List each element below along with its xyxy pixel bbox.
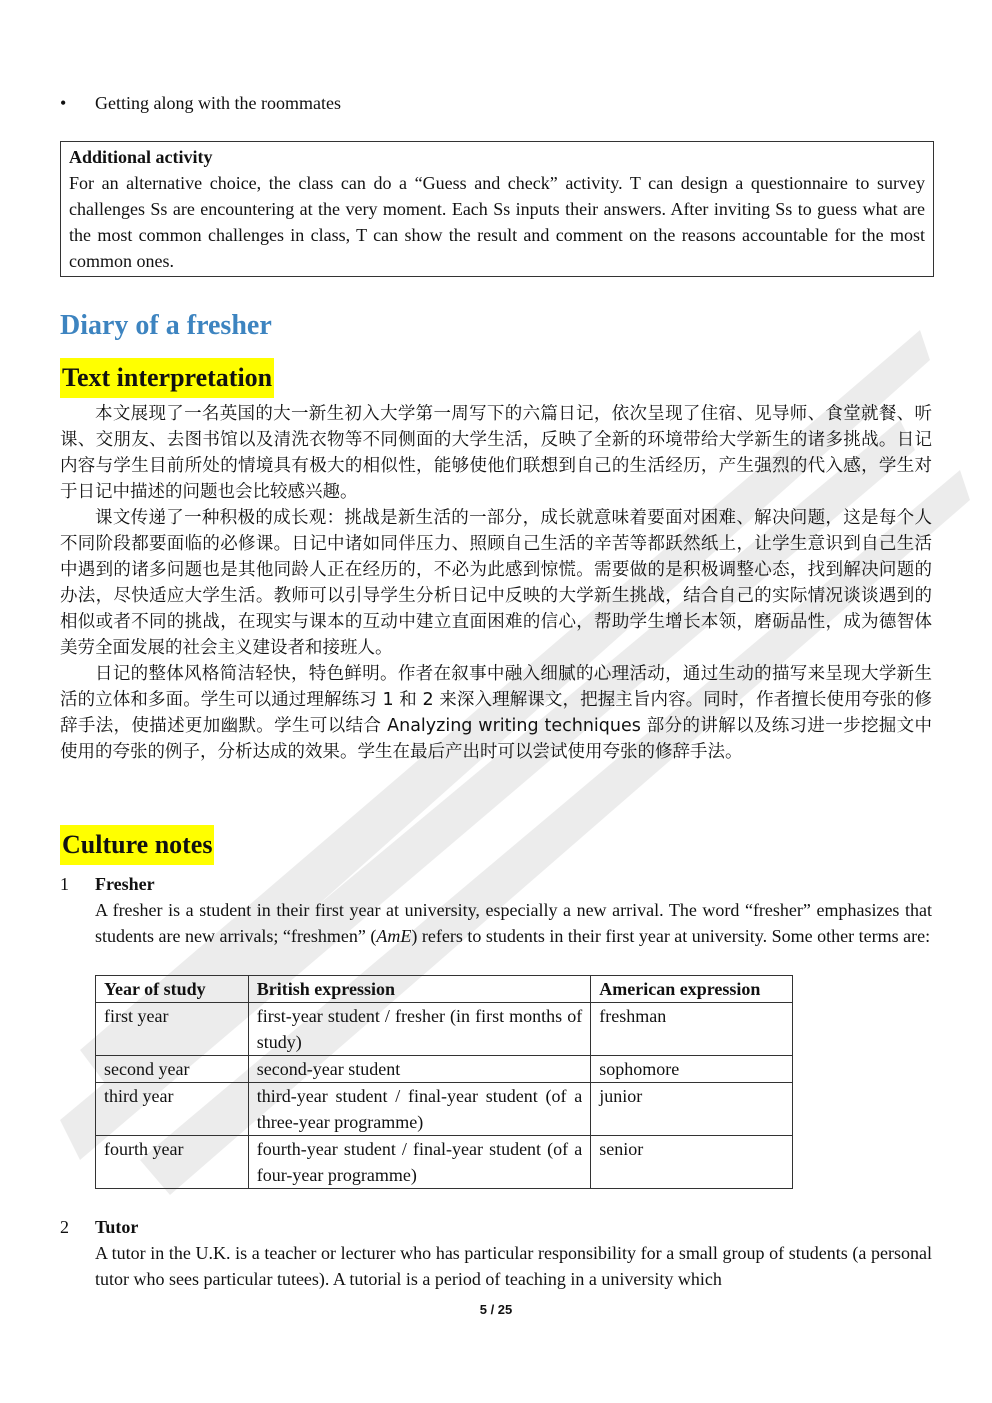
note-text	[95, 897, 932, 949]
table-cell: freshman	[591, 1003, 793, 1056]
table-cell: fourth-year student / final-year student (of a four-year programme)	[248, 1136, 590, 1189]
additional-activity-body: For an alternative choice, the class can do a “Guess and check” activity. T can design a questionnaire to survey challenges Ss are encountering at the very moment. Each Ss inputs their answers. After inviting Ss to guess what are the most common challenges in class, T can show the result and comment on the reasons accountable for the most common ones.	[69, 173, 925, 271]
table-cell: second year	[96, 1056, 249, 1083]
bullet-text: Getting along with the roommates	[95, 93, 341, 113]
table-cell: first-year student / fresher (in first months of study)	[248, 1003, 590, 1056]
page-number: 5 / 25	[479, 1302, 513, 1317]
table-header-row	[96, 976, 793, 1003]
table-header-cell: Year of study	[96, 976, 249, 1003]
note-text-part: ) refers to students in their first year at university. Some other terms are:	[411, 926, 931, 946]
note-text-part: A fresher is a student in their first year at university, especially a new arrival. The word “fresher” emphasizes that students are new arrivals; “freshmen” (	[95, 900, 932, 946]
interpretation-paragraph: 日记的整体风格简洁轻快，特色鲜明。作者在叙事中融入细腻的心理活动，通过生动的描写来呈现大学新生活的立体和多面。学生可以通过理解练习 1 和 2 来深入理解课文，把握主旨内容。同时，作者擅长使用夸张的修辞手法，使描述更加幽默。学生可以结合 Analyzing writing techniques 部分的讲解以及练习进一步挖掘文中使用的夸张的例子，分析达成的效果。学生在最后产出时可以尝试使用夸张的修辞手法。	[60, 664, 932, 762]
bullet-symbol: •	[60, 93, 67, 113]
note-tutor	[60, 1214, 932, 1294]
text-interpretation-heading: Text interpretation	[60, 358, 274, 398]
text-interpretation-body	[60, 401, 932, 765]
table-header-cell: British expression	[248, 976, 590, 1003]
additional-activity-title: Additional activity	[69, 147, 213, 167]
note-text-ame: AmE	[376, 926, 412, 946]
bullet-item	[60, 90, 341, 116]
interpretation-paragraph: 课文传递了一种积极的成长观：挑战是新生活的一部分，成长就意味着要面对困难、解决问题，这是每个人不同阶段都要面临的必修课。日记中诸如同伴压力、照顾自己生活的辛苦等都跃然纸上，让学生意识到自己生活中遇到的诸多问题也是其他同龄人正在经历的，不必为此感到惊慌。需要做的是积极调整心态，找到解决问题的办法，尽快适应大学生活。教师可以引导学生分析日记中反映的大学新生挑战，结合自己的实际情况谈谈遇到的相似或者不同的挑战，在现实与课本的互动中建立直面困难的信心，帮助学生增长本领，磨砺品性，成为德智体美劳全面发展的社会主义建设者和接班人。	[60, 508, 932, 658]
table-cell: third-year student / final-year student (of a three-year programme)	[248, 1083, 590, 1136]
note-text: A tutor in the U.K. is a teacher or lecturer who has particular responsibility for a small group of students (a personal tutor who sees particular tutees). A tutorial is a period of teaching in a university which	[95, 1243, 932, 1289]
culture-notes-heading: Culture notes	[60, 825, 214, 865]
table-row	[96, 1003, 793, 1056]
table-cell: second-year student	[248, 1056, 590, 1083]
table-row	[96, 1083, 793, 1136]
table-cell: sophomore	[591, 1056, 793, 1083]
table-row	[96, 1056, 793, 1083]
table-row	[96, 1136, 793, 1189]
table-header-cell: American expression	[591, 976, 793, 1003]
table-cell: first year	[96, 1003, 249, 1056]
note-term: Fresher	[95, 874, 155, 894]
note-number: 1	[60, 874, 69, 894]
interpretation-paragraph: 本文展现了一名英国的大一新生初入大学第一周写下的六篇日记，依次呈现了住宿、见导师、食堂就餐、听课、交朋友、去图书馆以及清洗衣物等不同侧面的大学生活，反映了全新的环境带给大学新生的诸多挑战。日记内容与学生目前所处的情境具有极大的相似性，能够使他们联想到自己的生活经历，产生强烈的代入感，学生对于日记中描述的问题也会比较感兴趣。	[60, 404, 932, 502]
section-title: Diary of a fresher	[60, 310, 272, 341]
table-cell: fourth year	[96, 1136, 249, 1189]
additional-activity-box	[60, 141, 934, 277]
note-term: Tutor	[95, 1217, 139, 1237]
note-number: 2	[60, 1217, 69, 1237]
note-fresher	[60, 871, 932, 975]
table-cell: third year	[96, 1083, 249, 1136]
year-terms-table	[95, 975, 793, 1189]
table-cell: junior	[591, 1083, 793, 1136]
table-cell: senior	[591, 1136, 793, 1189]
